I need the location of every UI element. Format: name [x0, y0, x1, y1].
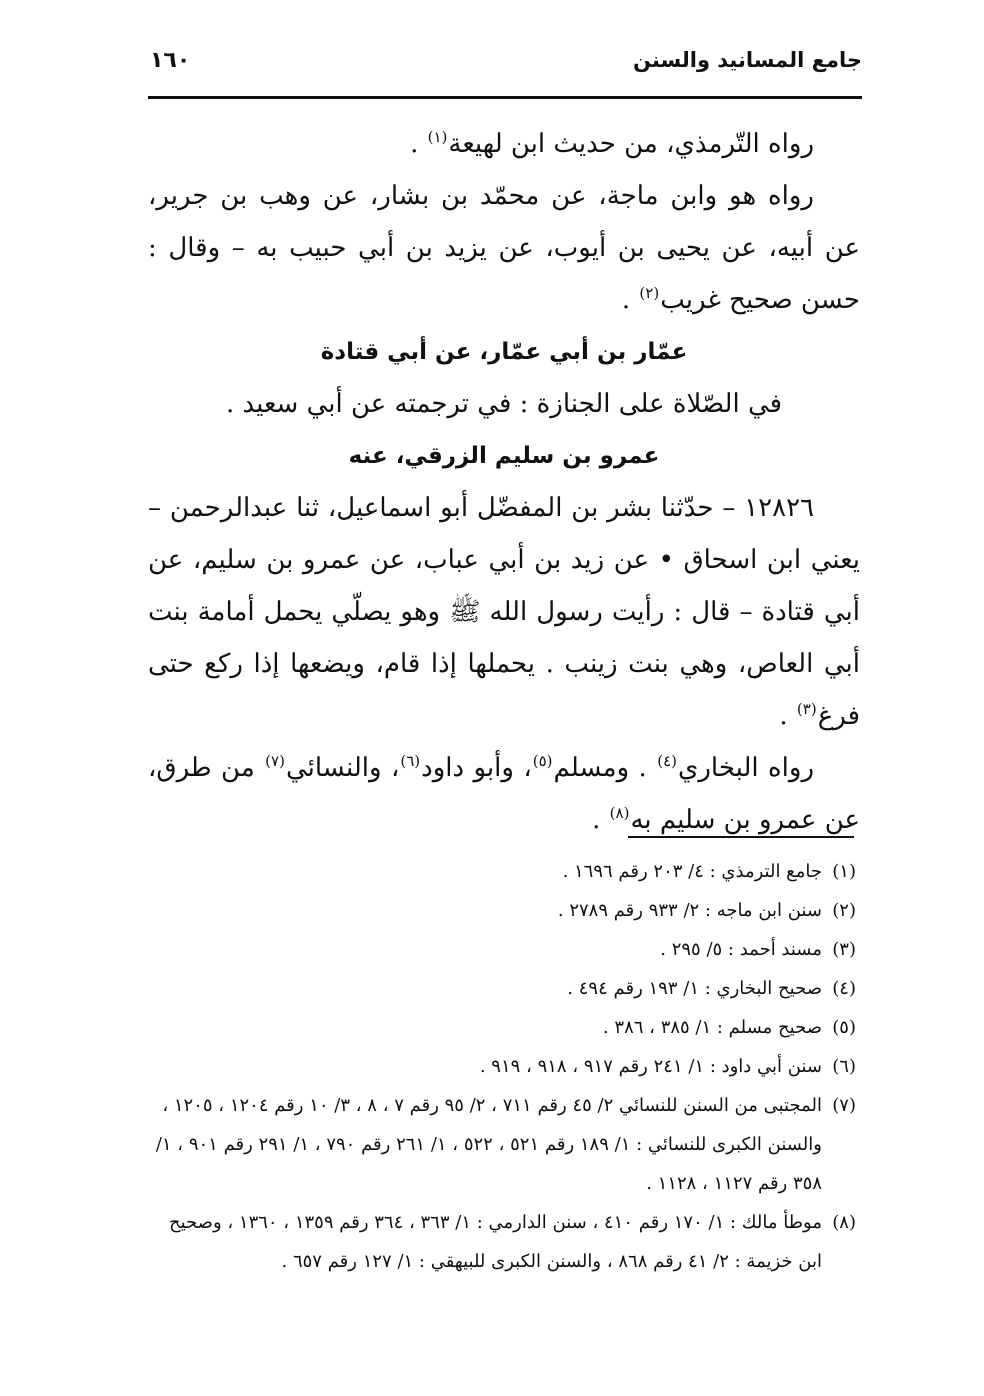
- footnote-number: (٨): [832, 1212, 856, 1233]
- footnote-number: (٣): [832, 939, 856, 960]
- footnote-ref: (٧): [265, 752, 285, 771]
- footnote-ref: (٣): [796, 700, 817, 719]
- footnote-separator: [628, 836, 854, 838]
- footnote: (٤)صحيح البخاري : ١/ ١٩٣ رقم ٤٩٤ .: [140, 969, 856, 1008]
- footnote-number: (١): [832, 861, 856, 882]
- section-heading: عمرو بن سليم الزرقي، عنه: [348, 443, 660, 469]
- footnote-number: (٤): [832, 978, 856, 999]
- footnote-number: (٧): [832, 1095, 856, 1116]
- footnote: (١)جامع الترمذي : ٤/ ٢٠٣ رقم ١٦٩٦ .: [140, 852, 856, 891]
- footnote: (٥)صحيح مسلم : ١/ ٣٨٥ ، ٣٨٦ .: [140, 1008, 856, 1047]
- footnote-ref: (٨): [609, 804, 630, 823]
- header-rule: [148, 96, 862, 99]
- footnote: (٨)موطأ مالك : ١/ ١٧٠ رقم ٤١٠ ، سنن الدارمي : ١/ ٣٦٣ ، ٣٦٤ رقم ١٣٥٩ ، ١٣٦٠ ، وصحيح ابن خزيمة : ٢/ ٤١ رقم ٨٦٨ ، والسنن الكبرى للبيهقي : ١/ ١٢٧ رقم ٦٥٧ .: [140, 1203, 856, 1281]
- footnotes: [140, 852, 856, 1281]
- hadith-text: ١٢٨٢٦ – حدّثنا بشر بن المفضّل أبو اسماعيل، ثنا عبدالرحمن – يعني ابن اسحاق • عن زيد بن أبي عباب، عن عمرو بن سليم، عن أبي قتادة – قال : رأيت رسول الله ﷺ وهو يصلّي يحمل أمامة بنت أبي العاص، وهي بنت زينب . يحملها إذا قام، ويضعها إذا ركع حتى فرغ$^{(٣)}$ .: [148, 493, 860, 731]
- page-header: [148, 48, 862, 88]
- paragraph-ibn-majah: رواه هو وابن ماجة، عن محمّد بن بشار، عن وهب بن جرير، عن أبيه، عن يحيى بن أيوب، عن يزيد بن أبي حبيب به – وقال : حسن صحيح غريب$^{(٢)}$ .: [148, 181, 860, 315]
- footnote-ref: (٢): [639, 284, 660, 303]
- footnote-ref: (١): [427, 128, 448, 147]
- footnote-number: (٥): [832, 1017, 856, 1038]
- paragraph-sources: رواه البخاري$^{(٤)}$ . ومسلم$^{(٥)}$، وأبو داود$^{(٦)}$، والنسائي$^{(٧)}$ من طرق، عن عمرو بن سليم به$^{(٨)}$ .: [148, 752, 860, 835]
- footnote-number: (٦): [832, 1056, 856, 1077]
- footnote-ref: (٤): [657, 752, 678, 771]
- footnote: (٣)مسند أحمد : ٥/ ٢٩٥ .: [140, 930, 856, 969]
- main-text: [148, 118, 860, 846]
- footnote-number: (٢): [832, 900, 856, 921]
- paragraph-tirmidhi: رواه التّرمذي، من حديث ابن لهيعة$^{(١)}$ .: [410, 128, 814, 159]
- section-heading: عمّار بن أبي عمّار، عن أبي قتادة: [320, 339, 688, 365]
- footnote-ref: (٦): [400, 752, 421, 771]
- footnote: (٧)المجتبى من السنن للنسائي ٢/ ٤٥ رقم ٧١١ ، ٢/ ٩٥ رقم ٧ ، ٨ ، ٣/ ١٠ رقم ١٢٠٤ ، ١٢٠٥ ، والسنن الكبرى للنسائي : ١/ ١٨٩ رقم ٥٢١ ، ٥٢٢ ، ١/ ٢٦١ رقم ٧٩٠ ، ١/ ٢٩١ رقم ٩٠١ ، ١/ ٣٥٨ رقم ١١٢٧ ، ١١٢٨ .: [140, 1086, 856, 1203]
- footnote-ref: (٥): [532, 752, 553, 771]
- footnote: (٦)سنن أبي داود : ١/ ٢٤١ رقم ٩١٧ ، ٩١٨ ، ٩١٩ .: [140, 1047, 856, 1086]
- running-head: جامع المسانيد والسنن: [633, 48, 862, 72]
- cross-reference: في الصّلاة على الجنازة : في ترجمته عن أبي سعيد .: [225, 389, 783, 419]
- page-number: ١٦٠: [150, 48, 191, 73]
- footnote: (٢)سنن ابن ماجه : ٢/ ٩٣٣ رقم ٢٧٨٩ .: [140, 891, 856, 930]
